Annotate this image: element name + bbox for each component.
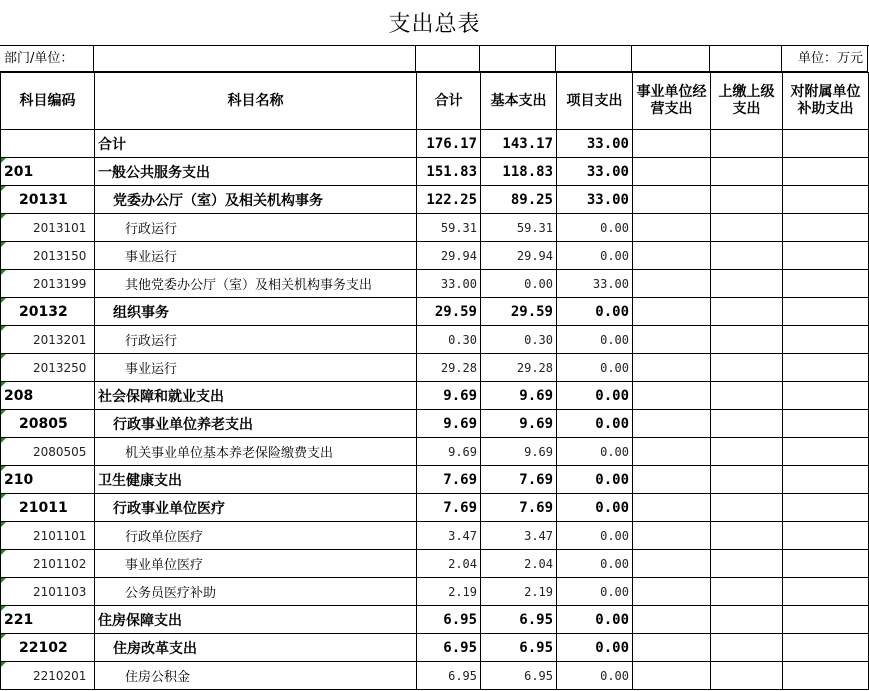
empty-cell[interactable] <box>711 158 783 186</box>
empty-cell[interactable] <box>711 522 783 550</box>
name-cell[interactable]: 事业运行 <box>95 242 417 270</box>
basic-cell[interactable]: 59.31 <box>481 214 557 242</box>
cell-marker-icon <box>1 522 6 527</box>
empty-cell[interactable] <box>783 522 869 550</box>
empty-cell[interactable] <box>783 242 869 270</box>
name-cell[interactable]: 行政运行 <box>95 326 417 354</box>
total-cell[interactable]: 9.69 <box>417 438 481 466</box>
basic-cell[interactable]: 6.95 <box>481 606 557 634</box>
basic-cell[interactable]: 0.00 <box>481 270 557 298</box>
empty-cell[interactable] <box>783 382 869 410</box>
project-cell[interactable]: 0.00 <box>557 494 633 522</box>
total-cell[interactable]: 29.28 <box>417 354 481 382</box>
code-cell[interactable]: 22102 <box>1 634 95 662</box>
empty-cell[interactable] <box>783 298 869 326</box>
project-cell[interactable]: 0.00 <box>557 606 633 634</box>
empty-cell[interactable] <box>633 326 711 354</box>
empty-cell[interactable] <box>783 662 869 690</box>
empty-cell[interactable] <box>783 634 869 662</box>
total-cell[interactable]: 0.30 <box>417 326 481 354</box>
project-cell[interactable]: 0.00 <box>557 382 633 410</box>
empty-cell[interactable] <box>711 354 783 382</box>
empty-cell[interactable] <box>711 410 783 438</box>
name-cell[interactable]: 住房公积金 <box>95 662 417 690</box>
code-cell[interactable]: 221 <box>1 606 95 634</box>
basic-cell[interactable]: 118.83 <box>481 158 557 186</box>
empty-cell[interactable] <box>783 214 869 242</box>
project-cell[interactable]: 33.00 <box>557 186 633 214</box>
basic-cell[interactable]: 6.95 <box>481 662 557 690</box>
code-cell[interactable]: 21011 <box>1 494 95 522</box>
empty-cell[interactable] <box>633 438 711 466</box>
table-row <box>1 270 869 298</box>
empty-cell[interactable] <box>633 662 711 690</box>
table-row <box>1 298 869 326</box>
name-cell[interactable]: 行政运行 <box>95 214 417 242</box>
empty-cell[interactable] <box>633 354 711 382</box>
cell-marker-icon <box>1 270 6 275</box>
table-row <box>1 438 869 466</box>
empty-cell[interactable] <box>633 186 711 214</box>
empty-cell[interactable] <box>783 578 869 606</box>
code-cell[interactable]: 2013101 <box>1 214 95 242</box>
unit-label: 单位：万元 <box>782 46 868 72</box>
header-code[interactable]: 科目编码 <box>1 73 95 130</box>
total-cell[interactable]: 3.47 <box>417 522 481 550</box>
code-cell[interactable]: 2101102 <box>1 550 95 578</box>
name-cell[interactable]: 住房改革支出 <box>95 634 417 662</box>
basic-cell[interactable]: 143.17 <box>481 130 557 158</box>
project-cell[interactable]: 0.00 <box>557 438 633 466</box>
code-cell[interactable]: 2013199 <box>1 270 95 298</box>
code-cell[interactable]: 2210201 <box>1 662 95 690</box>
table-row <box>1 550 869 578</box>
total-cell[interactable]: 33.00 <box>417 270 481 298</box>
empty-cell[interactable] <box>633 130 711 158</box>
name-cell[interactable]: 事业运行 <box>95 354 417 382</box>
cell-marker-icon <box>1 214 6 219</box>
empty-cell[interactable] <box>711 578 783 606</box>
empty-cell[interactable] <box>783 354 869 382</box>
empty-cell[interactable] <box>783 438 869 466</box>
name-cell[interactable]: 组织事务 <box>95 298 417 326</box>
header-total[interactable]: 合计 <box>417 73 481 130</box>
empty-cell[interactable] <box>633 522 711 550</box>
empty-cell[interactable] <box>633 298 711 326</box>
basic-cell[interactable]: 2.19 <box>481 578 557 606</box>
basic-cell[interactable]: 3.47 <box>481 522 557 550</box>
empty-cell[interactable] <box>783 186 869 214</box>
blank-cell[interactable] <box>416 46 480 72</box>
project-cell[interactable]: 33.00 <box>557 130 633 158</box>
empty-cell[interactable] <box>633 466 711 494</box>
project-cell[interactable]: 0.00 <box>557 522 633 550</box>
basic-cell[interactable]: 29.94 <box>481 242 557 270</box>
empty-cell[interactable] <box>633 158 711 186</box>
name-cell[interactable]: 住房保障支出 <box>95 606 417 634</box>
project-cell[interactable]: 0.00 <box>557 634 633 662</box>
blank-cell[interactable] <box>556 46 632 72</box>
code-cell[interactable]: 20131 <box>1 186 95 214</box>
code-cell[interactable]: 208 <box>1 382 95 410</box>
cell-marker-icon <box>1 326 6 331</box>
project-cell[interactable]: 0.00 <box>557 550 633 578</box>
header-name[interactable]: 科目名称 <box>95 73 417 130</box>
total-cell[interactable]: 59.31 <box>417 214 481 242</box>
blank-cell[interactable] <box>480 46 556 72</box>
cell-marker-icon <box>1 410 6 415</box>
cell-marker-icon <box>1 662 6 667</box>
basic-cell[interactable]: 29.28 <box>481 354 557 382</box>
total-cell[interactable]: 6.95 <box>417 662 481 690</box>
project-cell[interactable]: 0.00 <box>557 214 633 242</box>
cell-marker-icon <box>1 634 6 639</box>
project-cell[interactable]: 0.00 <box>557 662 633 690</box>
project-cell[interactable]: 33.00 <box>557 158 633 186</box>
table-row <box>1 466 869 494</box>
name-cell[interactable]: 公务员医疗补助 <box>95 578 417 606</box>
total-cell[interactable]: 7.69 <box>417 466 481 494</box>
empty-cell[interactable] <box>633 634 711 662</box>
empty-cell[interactable] <box>633 242 711 270</box>
table-row <box>1 186 869 214</box>
empty-cell[interactable] <box>633 270 711 298</box>
header-project[interactable]: 项目支出 <box>557 73 633 130</box>
total-cell[interactable]: 29.94 <box>417 242 481 270</box>
empty-cell[interactable] <box>633 410 711 438</box>
basic-cell[interactable]: 9.69 <box>481 410 557 438</box>
table-row <box>1 494 869 522</box>
name-cell[interactable]: 卫生健康支出 <box>95 466 417 494</box>
page-title: 支出总表 <box>0 0 869 46</box>
project-cell[interactable]: 0.00 <box>557 410 633 438</box>
code-cell[interactable]: 2101103 <box>1 578 95 606</box>
basic-cell[interactable]: 2.04 <box>481 550 557 578</box>
name-cell[interactable]: 合计 <box>95 130 417 158</box>
empty-cell[interactable] <box>783 550 869 578</box>
empty-cell[interactable] <box>783 130 869 158</box>
empty-cell[interactable] <box>633 578 711 606</box>
cell-marker-icon <box>1 298 6 303</box>
project-cell[interactable]: 0.00 <box>557 578 633 606</box>
unit-row <box>0 46 869 72</box>
basic-cell[interactable]: 29.59 <box>481 298 557 326</box>
project-cell[interactable]: 33.00 <box>557 270 633 298</box>
blank-cell[interactable] <box>632 46 710 72</box>
table-row <box>1 354 869 382</box>
header-remit[interactable]: 上缴上级支出 <box>711 73 783 130</box>
table-row <box>1 242 869 270</box>
dept-value-cell[interactable] <box>94 46 416 72</box>
table-row <box>1 382 869 410</box>
header-row <box>1 73 869 130</box>
table-row <box>1 662 869 690</box>
empty-cell[interactable] <box>711 214 783 242</box>
empty-cell[interactable] <box>711 466 783 494</box>
basic-cell[interactable]: 7.69 <box>481 466 557 494</box>
cell-marker-icon <box>1 550 6 555</box>
basic-cell[interactable]: 6.95 <box>481 634 557 662</box>
total-cell[interactable]: 9.69 <box>417 382 481 410</box>
name-cell[interactable]: 机关事业单位基本养老保险缴费支出 <box>95 438 417 466</box>
basic-cell[interactable]: 89.25 <box>481 186 557 214</box>
empty-cell[interactable] <box>711 662 783 690</box>
code-cell[interactable] <box>1 130 95 158</box>
code-cell[interactable]: 210 <box>1 466 95 494</box>
dept-label: 部门/单位： <box>0 46 94 72</box>
code-cell[interactable]: 2101101 <box>1 522 95 550</box>
table-row <box>1 158 869 186</box>
empty-cell[interactable] <box>633 382 711 410</box>
cell-marker-icon <box>1 438 6 443</box>
total-cell[interactable]: 176.17 <box>417 130 481 158</box>
code-cell[interactable]: 20132 <box>1 298 95 326</box>
name-cell[interactable]: 社会保障和就业支出 <box>95 382 417 410</box>
blank-cell[interactable] <box>710 46 782 72</box>
code-cell[interactable]: 20805 <box>1 410 95 438</box>
project-cell[interactable]: 0.00 <box>557 466 633 494</box>
cell-marker-icon <box>1 606 6 611</box>
total-cell[interactable]: 122.25 <box>417 186 481 214</box>
empty-cell[interactable] <box>711 634 783 662</box>
table-row <box>1 410 869 438</box>
code-cell[interactable]: 201 <box>1 158 95 186</box>
cell-marker-icon <box>1 382 6 387</box>
empty-cell[interactable] <box>711 550 783 578</box>
cell-marker-icon <box>1 466 6 471</box>
total-cell[interactable]: 151.83 <box>417 158 481 186</box>
table-row <box>1 130 869 158</box>
total-cell[interactable]: 7.69 <box>417 494 481 522</box>
empty-cell[interactable] <box>633 550 711 578</box>
cell-marker-icon <box>1 242 6 247</box>
empty-cell[interactable] <box>711 298 783 326</box>
empty-cell[interactable] <box>783 270 869 298</box>
header-business[interactable]: 事业单位经营支出 <box>633 73 711 130</box>
empty-cell[interactable] <box>711 494 783 522</box>
cell-marker-icon <box>1 158 6 163</box>
cell-marker-icon <box>1 354 6 359</box>
code-cell[interactable]: 2013250 <box>1 354 95 382</box>
cell-marker-icon <box>1 186 6 191</box>
empty-cell[interactable] <box>711 382 783 410</box>
empty-cell[interactable] <box>783 326 869 354</box>
total-cell[interactable]: 6.95 <box>417 634 481 662</box>
cell-marker-icon <box>1 578 6 583</box>
table-row <box>1 634 869 662</box>
code-cell[interactable]: 2013201 <box>1 326 95 354</box>
cell-marker-icon <box>1 494 6 499</box>
basic-cell[interactable]: 0.30 <box>481 326 557 354</box>
name-cell[interactable]: 行政事业单位养老支出 <box>95 410 417 438</box>
header-subsidy[interactable]: 对附属单位补助支出 <box>783 73 869 130</box>
total-cell[interactable]: 2.19 <box>417 578 481 606</box>
code-cell[interactable]: 2080505 <box>1 438 95 466</box>
project-cell[interactable]: 0.00 <box>557 298 633 326</box>
empty-cell[interactable] <box>711 326 783 354</box>
name-cell[interactable]: 党委办公厅（室）及相关机构事务 <box>95 186 417 214</box>
empty-cell[interactable] <box>783 606 869 634</box>
empty-cell[interactable] <box>711 186 783 214</box>
total-cell[interactable]: 6.95 <box>417 606 481 634</box>
empty-cell[interactable] <box>633 494 711 522</box>
empty-cell[interactable] <box>783 466 869 494</box>
name-cell[interactable]: 事业单位医疗 <box>95 550 417 578</box>
empty-cell[interactable] <box>633 214 711 242</box>
table-row <box>1 522 869 550</box>
empty-cell[interactable] <box>783 410 869 438</box>
empty-cell[interactable] <box>711 130 783 158</box>
project-cell[interactable]: 0.00 <box>557 354 633 382</box>
basic-cell[interactable]: 7.69 <box>481 494 557 522</box>
basic-cell[interactable]: 9.69 <box>481 382 557 410</box>
table-row <box>1 326 869 354</box>
total-cell[interactable]: 9.69 <box>417 410 481 438</box>
table-row <box>1 606 869 634</box>
empty-cell[interactable] <box>711 270 783 298</box>
expenditure-table <box>0 72 869 690</box>
name-cell[interactable]: 其他党委办公厅（室）及相关机构事务支出 <box>95 270 417 298</box>
name-cell[interactable]: 一般公共服务支出 <box>95 158 417 186</box>
empty-cell[interactable] <box>711 606 783 634</box>
total-cell[interactable]: 29.59 <box>417 298 481 326</box>
table-row <box>1 214 869 242</box>
name-cell[interactable]: 行政事业单位医疗 <box>95 494 417 522</box>
empty-cell[interactable] <box>783 158 869 186</box>
header-basic[interactable]: 基本支出 <box>481 73 557 130</box>
code-cell[interactable]: 2013150 <box>1 242 95 270</box>
basic-cell[interactable]: 9.69 <box>481 438 557 466</box>
empty-cell[interactable] <box>783 494 869 522</box>
total-cell[interactable]: 2.04 <box>417 550 481 578</box>
empty-cell[interactable] <box>711 242 783 270</box>
project-cell[interactable]: 0.00 <box>557 326 633 354</box>
empty-cell[interactable] <box>711 438 783 466</box>
empty-cell[interactable] <box>633 606 711 634</box>
project-cell[interactable]: 0.00 <box>557 242 633 270</box>
name-cell[interactable]: 行政单位医疗 <box>95 522 417 550</box>
table-row <box>1 578 869 606</box>
